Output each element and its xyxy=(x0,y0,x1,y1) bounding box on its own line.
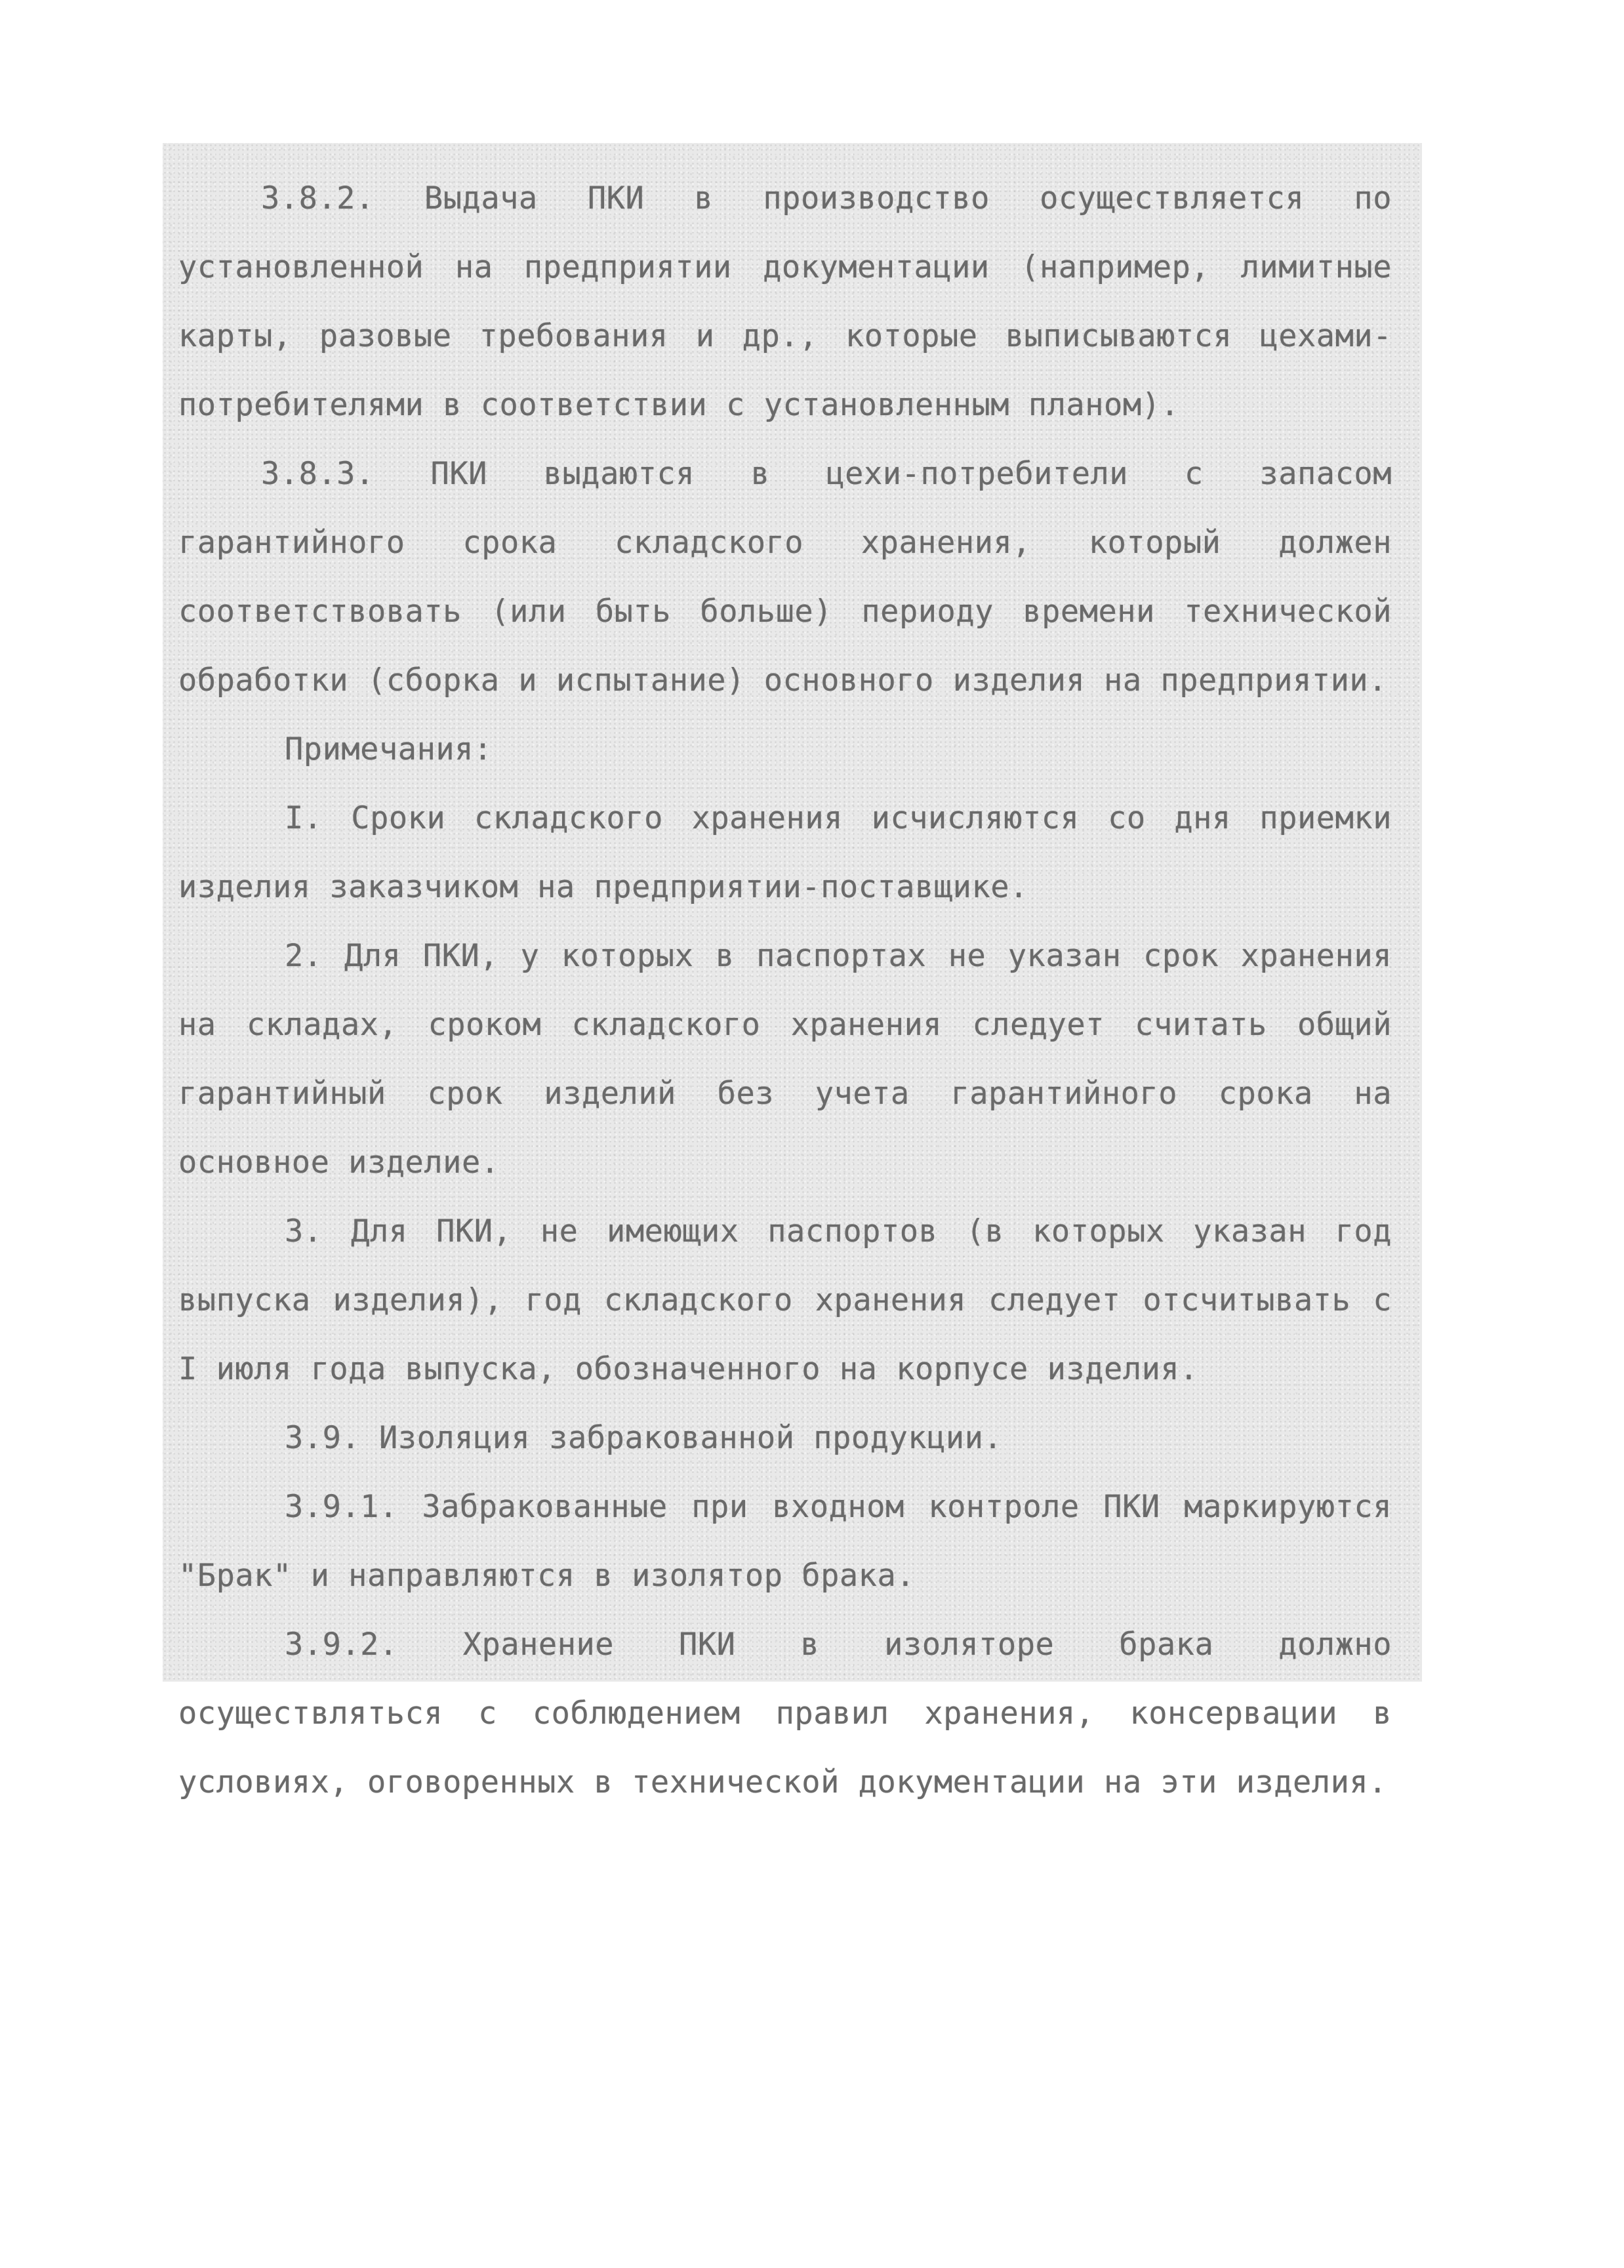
note-1: I. Сроки складского хранения исчисляются со дня приемки изделия заказчиком на предприятии-поставщике. xyxy=(178,800,1392,905)
note-2: 2. Для ПКИ, у которых в паспортах не указан срок хранения на складах, сроком складского хранения следует считать общий гарантийный срок изделий без учета гарантийного срока на основное изделие. xyxy=(178,938,1392,1181)
document-body xyxy=(178,164,1392,1817)
paragraph-3-8-2: 3.8.2. Выдача ПКИ в производство осуществляется по установленной на предприятии документации (например, лимитные карты, разовые требования и др., которые выписываются цехами-потребителями в соответствии с установленным планом). xyxy=(178,180,1392,423)
scanned-page xyxy=(163,143,1422,1800)
paragraph-3-8-3: 3.8.3. ПКИ выдаются в цехи-потребители с запасом гарантийного срока складского хранения, который должен соответствовать (или быть больше) периоду времени технической обработки (сборка и испытание) основного изделия на предприятии. xyxy=(178,456,1392,699)
notes-title: Примечания: xyxy=(285,731,493,767)
paragraph-3-9-1: 3.9.1. Забракованные при входном контроле ПКИ маркируются "Брак" и направляются в изолятор брака. xyxy=(178,1489,1392,1594)
paragraph-3-9-2: 3.9.2. Хранение ПКИ в изоляторе брака должно осуществляться с соблюдением правил хранения, консервации в условиях, оговоренных в технической документации на эти изделия. xyxy=(178,1627,1392,1800)
section-3-9-heading: 3.9. Изоляция забракованной продукции. xyxy=(285,1420,1003,1456)
note-3: 3. Для ПКИ, не имеющих паспортов (в которых указан год выпуска изделия), год складского хранения следует отсчитывать с I июля года выпуска, обозначенного на корпусе изделия. xyxy=(178,1213,1392,1387)
